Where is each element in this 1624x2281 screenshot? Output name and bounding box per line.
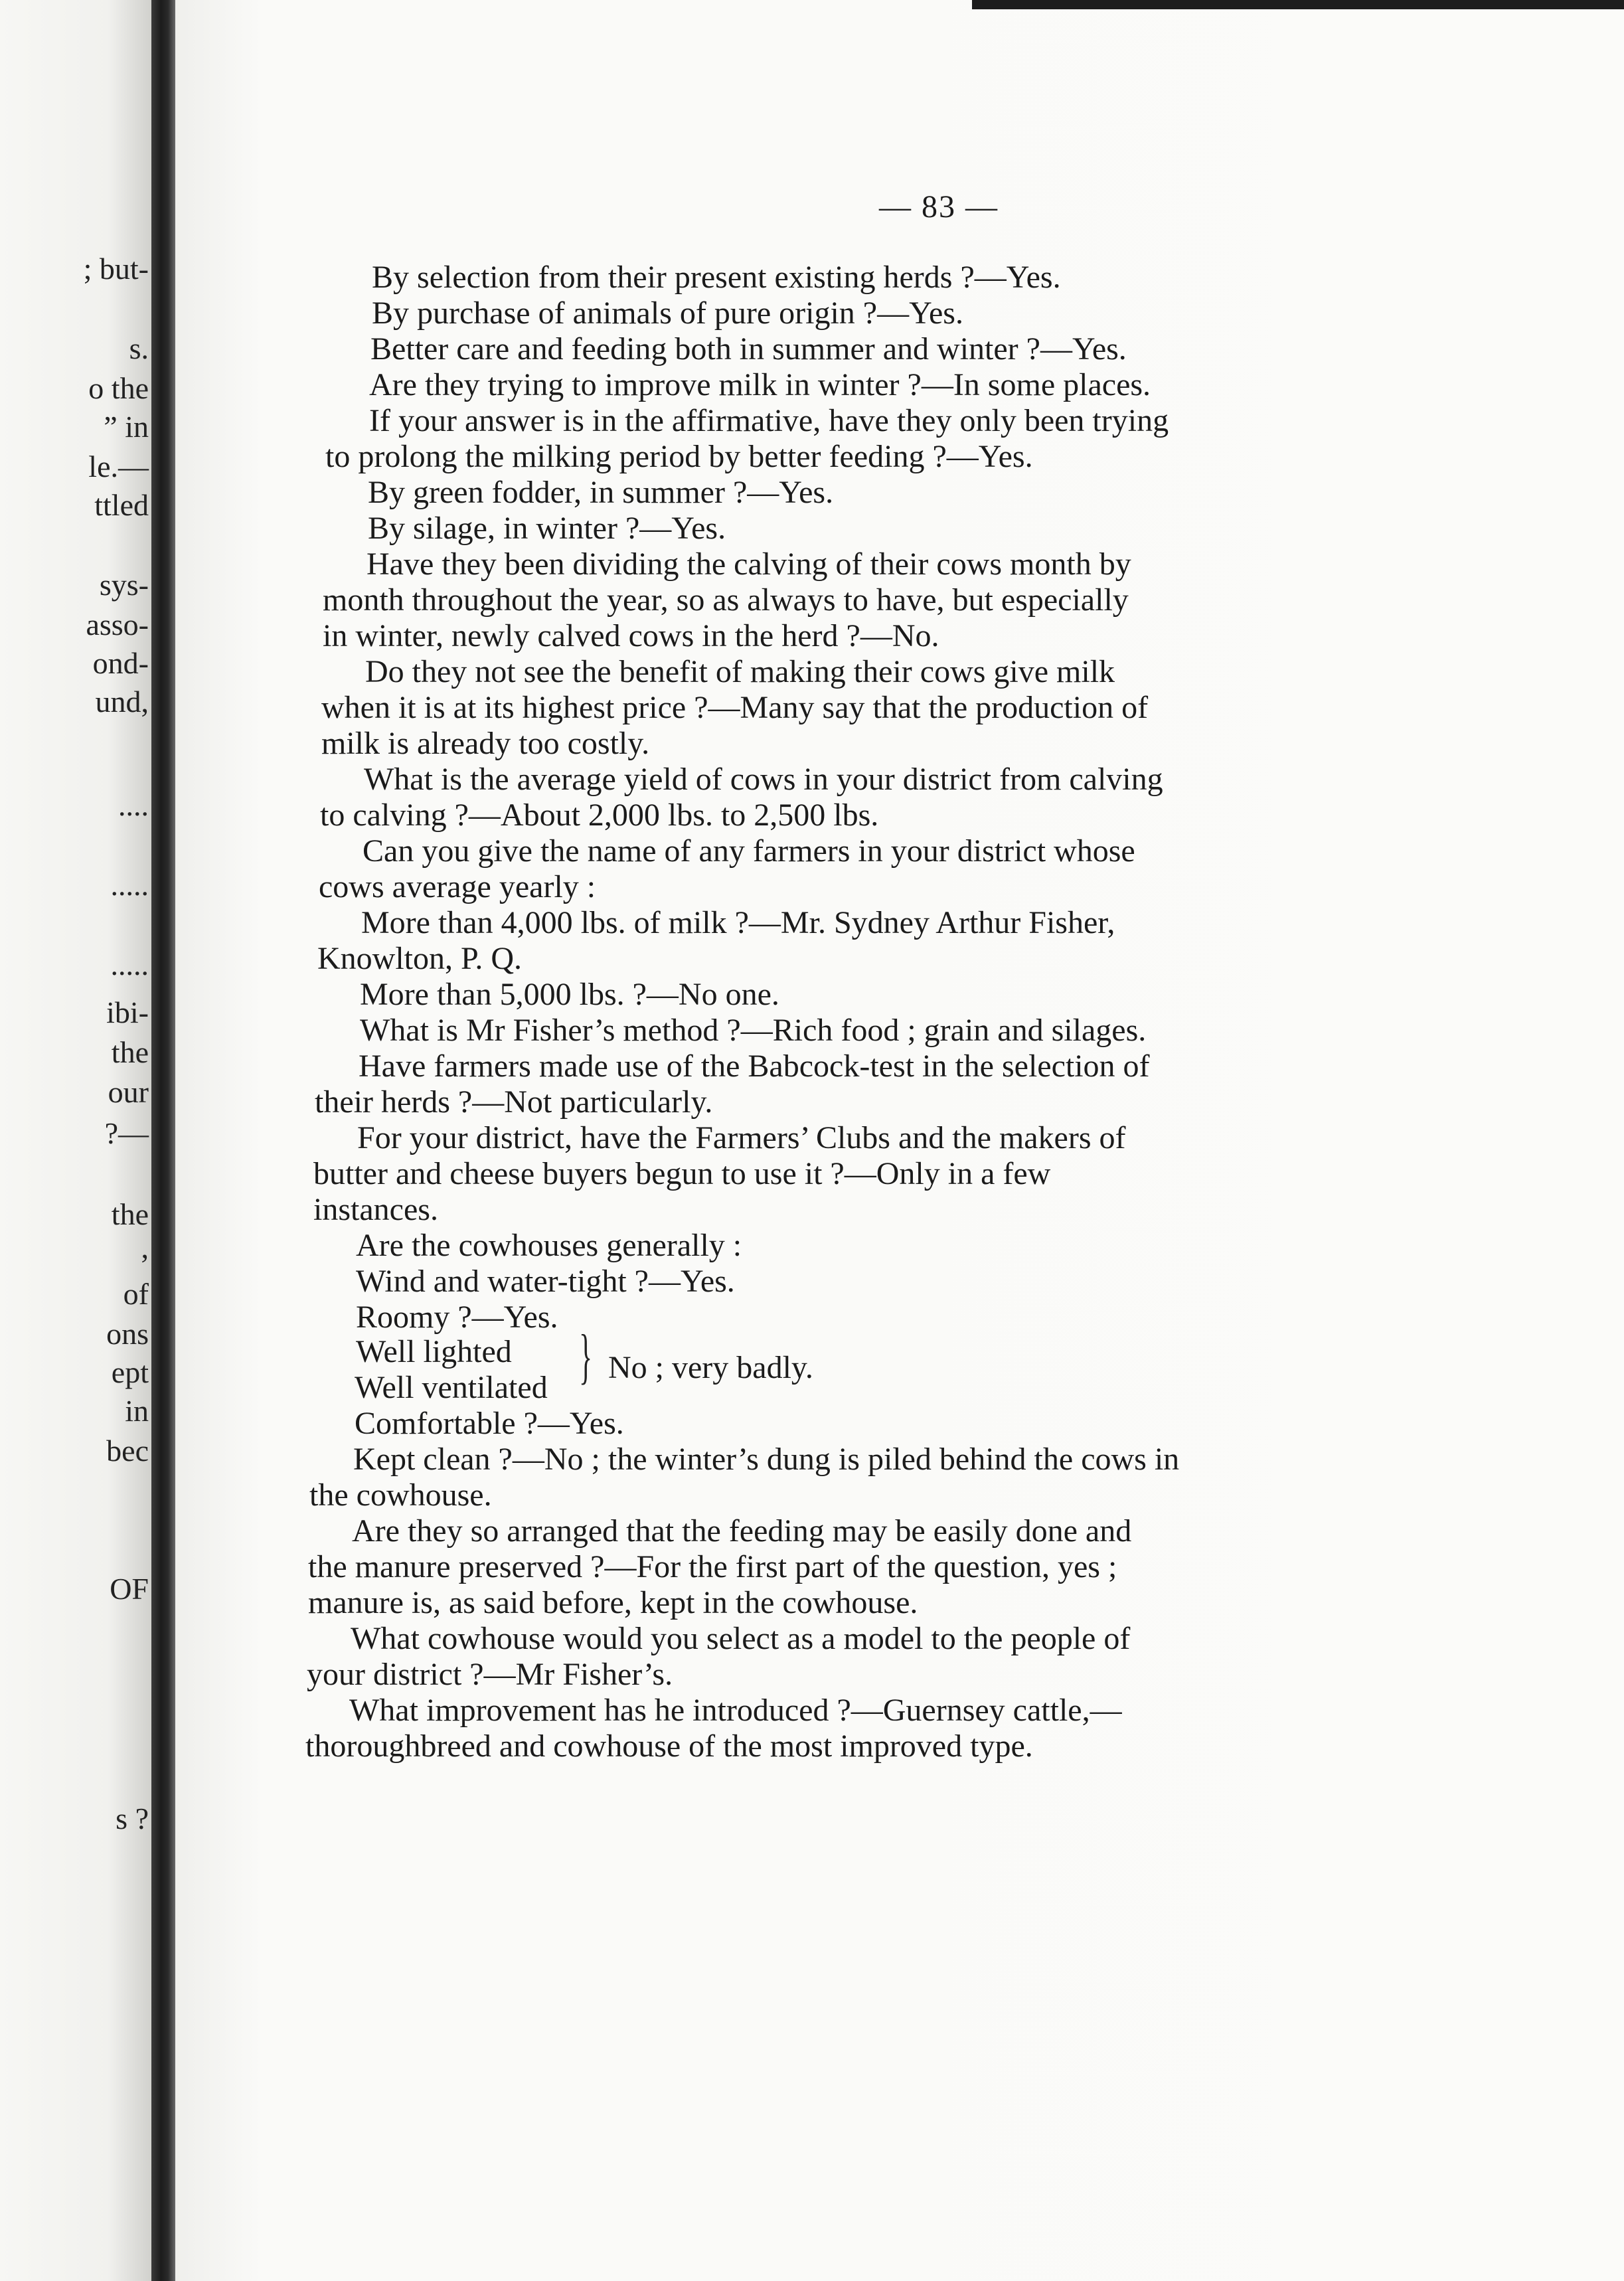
text-line: Do they not see the benefit of making their cows give milk [365,654,1115,689]
left-fragment: ..... [110,868,149,902]
left-fragment: .... [118,788,149,822]
page-number: — 83 — [879,189,999,224]
left-fragment: of [123,1277,149,1311]
left-fragment: le.— [88,450,149,483]
text-line: For your district, have the Farmers’ Clubs and the makers of [357,1120,1126,1155]
text-line: butter and cheese buyers begun to use it ?—Only in a few [313,1156,1051,1191]
left-fragment: asso- [86,608,149,641]
text-line: milk is already too costly. [321,726,650,761]
left-fragment: s. [129,331,149,365]
text-line: Comfortable ?—Yes. [355,1406,624,1441]
left-fragment: , [141,1230,149,1264]
text-line: to prolong the milking period by better feeding ?—Yes. [325,439,1033,474]
text-line: Wind and water-tight ?—Yes. [356,1264,735,1299]
text-line: Kept clean ?—No ; the winter’s dung is piled behind the cows in [353,1442,1180,1477]
left-fragment: o the [88,371,149,405]
text-line: Are they so arranged that the feeding may be easily done and [352,1513,1132,1549]
text-line: to calving ?—About 2,000 lbs. to 2,500 lbs. [320,798,879,833]
text-line: the cowhouse. [309,1478,492,1513]
text-line: Well lighted [356,1334,512,1369]
text-line: Well ventilated [355,1370,548,1405]
text-line: Are they trying to improve milk in winter ?—In some places. [369,367,1151,402]
left-fragment: bec [106,1434,149,1468]
text-line: Are the cowhouses generally : [356,1228,742,1263]
left-fragment: our [108,1075,149,1109]
text-line: By purchase of animals of pure origin ?—Yes. [372,296,963,331]
left-fragment: ibi- [106,995,149,1029]
text-line: thoroughbreed and cowhouse of the most improved type. [305,1729,1033,1764]
text-line: No ; very badly. [608,1350,813,1385]
left-fragment: und, [95,685,149,718]
text-line: More than 5,000 lbs. ?—No one. [360,977,779,1012]
text-line: Roomy ?—Yes. [356,1300,558,1335]
text-line: in winter, newly calved cows in the herd ?—No. [323,618,939,653]
page-83 [175,0,1624,2281]
left-page-margin [0,0,154,2281]
text-line: Have they been dividing the calving of their cows month by [366,547,1131,582]
text-line: their herds ?—Not particularly. [315,1084,713,1120]
left-fragment: ; but- [83,252,149,286]
left-fragment: ept [111,1355,149,1389]
body-text [175,0,1624,2281]
left-fragment: in [125,1394,149,1428]
left-fragment: sys- [99,568,149,602]
text-line: By silage, in winter ?—Yes. [368,511,726,546]
text-line: Can you give the name of any farmers in your district whose [363,833,1135,869]
text-line: What improvement has he introduced ?—Guernsey cattle,— [349,1693,1122,1728]
text-line: your district ?—Mr Fisher’s. [307,1657,673,1692]
text-line: Knowlton, P. Q. [317,941,523,976]
left-fragment: ttled [94,488,149,522]
left-fragment: ons [106,1317,149,1351]
text-line: Better care and feeding both in summer and winter ?—Yes. [370,331,1127,367]
left-fragment: ?— [104,1116,149,1150]
text-line: month throughout the year, so as always to have, but especially [323,582,1129,618]
left-fragment: OF [110,1572,149,1606]
text-line: If your answer is in the affirmative, have they only been trying [369,403,1169,438]
text-line: What is the average yield of cows in your district from calving [364,762,1163,797]
left-fragment: ..... [110,948,149,981]
left-fragment: ond- [92,646,149,680]
text-line: when it is at its highest price ?—Many say that the production of [321,690,1149,725]
text-line: Have farmers made use of the Babcock-test in the selection of [359,1049,1150,1084]
text-line: By green fodder, in summer ?—Yes. [368,475,834,510]
text-line: What is Mr Fisher’s method ?—Rich food ; grain and silages. [360,1013,1147,1048]
left-fragment: the [111,1197,149,1231]
text-line: More than 4,000 lbs. of milk ?—Mr. Sydney Arthur Fisher, [361,905,1115,940]
text-line: What cowhouse would you select as a model to the people of [351,1621,1131,1656]
text-line: cows average yearly : [319,869,596,904]
text-line: By selection from their present existing herds ?—Yes. [372,260,1061,295]
text-line: the manure preserved ?—For the first part of the question, yes ; [308,1549,1117,1584]
left-fragment: the [111,1035,149,1069]
book-gutter [151,0,175,2281]
brace-icon: } [579,1322,593,1390]
left-fragment: ” in [104,410,149,444]
left-fragment: s ? [116,1802,149,1835]
text-line: manure is, as said before, kept in the cowhouse. [308,1585,918,1620]
text-line: instances. [313,1192,438,1227]
